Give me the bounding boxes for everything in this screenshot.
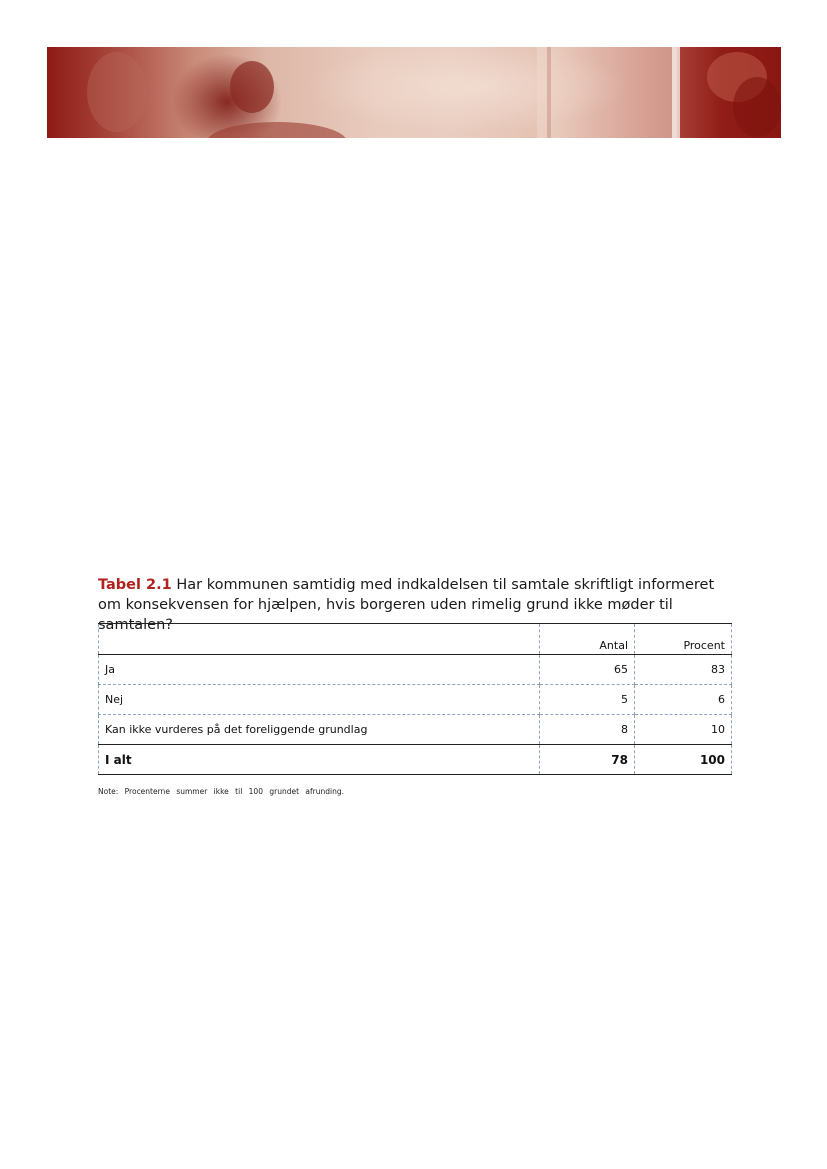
table-total-row xyxy=(99,745,732,775)
total-label: I alt xyxy=(99,745,540,775)
row-antal: 5 xyxy=(540,685,635,715)
table-header-row xyxy=(99,624,732,655)
table-row xyxy=(99,655,732,685)
row-procent: 6 xyxy=(635,685,732,715)
row-procent: 10 xyxy=(635,715,732,745)
table-caption-label: Tabel 2.1 xyxy=(98,577,172,593)
table-note: Note: Procenterne summer ikke til 100 grundet afrunding. xyxy=(98,787,344,796)
row-label: Kan ikke vurderes på det foreliggende grundlag xyxy=(99,715,540,745)
row-antal: 8 xyxy=(540,715,635,745)
data-table xyxy=(98,623,732,775)
header-banner-image xyxy=(47,47,781,138)
total-procent: 100 xyxy=(635,745,732,775)
header-cell-label xyxy=(99,624,540,655)
header-cell-procent: Procent xyxy=(635,624,732,655)
header-cell-antal: Antal xyxy=(540,624,635,655)
table-row xyxy=(99,685,732,715)
row-label: Nej xyxy=(99,685,540,715)
total-antal: 78 xyxy=(540,745,635,775)
table-row xyxy=(99,715,732,745)
table-caption-text: Har kommunen samtidig med indkaldelsen til samtale skriftligt informeret om konsekvensen for hjælpen, hvis borgeren uden rimelig grund ikke møder til samtalen? xyxy=(98,577,715,633)
row-label: Ja xyxy=(99,655,540,685)
row-procent: 83 xyxy=(635,655,732,685)
header-photo-illustration xyxy=(47,47,781,138)
row-antal: 65 xyxy=(540,655,635,685)
